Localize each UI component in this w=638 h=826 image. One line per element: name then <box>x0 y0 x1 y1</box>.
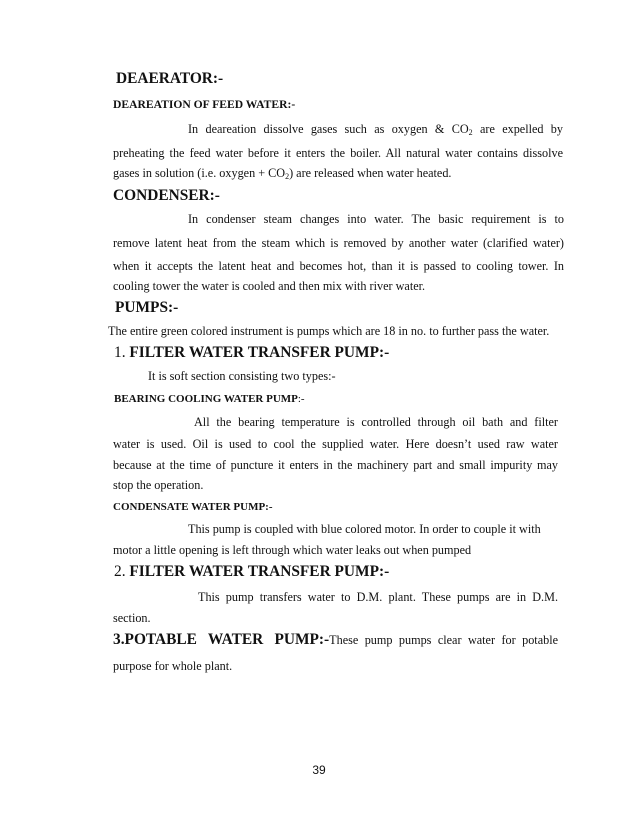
text-run: ) are released when water heated. <box>289 166 452 180</box>
condensate-line-1: This pump is coupled with blue colored motor. In order to couple it with <box>188 522 541 536</box>
bearing-line-1: All the bearing temperature is controlled through oil bath and filter <box>194 415 558 429</box>
bearing-line-2: water is used. Oil is used to cool the supplied water. Here doesn’t used raw water <box>113 437 558 451</box>
filter-pump-1-line-1: It is soft section consisting two types:- <box>148 369 336 383</box>
potable-pump-heading: 3.POTABLE WATER PUMP:- <box>113 631 330 648</box>
heading-number: 1. <box>114 344 126 361</box>
condenser-line-4: cooling tower the water is cooled and then mix with river water. <box>113 279 426 293</box>
condenser-heading: CONDENSER:- <box>113 187 220 204</box>
bearing-line-4: stop the operation. <box>113 478 204 492</box>
text-run: These pump pumps clear water for potable <box>329 633 558 647</box>
heading-suffix: :- <box>297 393 305 405</box>
subscript: 2 <box>285 172 290 181</box>
condenser-line-1: In condenser steam changes into water. The basic requirement is to <box>188 212 564 226</box>
deaerator-line-2: preheating the feed water before it enters the boiler. All natural water contains dissolve <box>113 146 563 160</box>
heading-text: BEARING COOLING WATER PUMP <box>114 393 298 405</box>
filter-pump-2-line-1: This pump transfers water to D.M. plant. These pumps are in D.M. <box>198 590 558 604</box>
pumps-line-1: The entire green colored instrument is pumps which are 18 in no. to further pass the water. <box>108 324 550 338</box>
text-run: In deareation dissolve gases such as oxygen & CO <box>188 122 469 136</box>
pumps-heading: PUMPS:- <box>115 299 179 316</box>
filter-pump-1-heading <box>114 345 389 361</box>
deaerator-line-3 <box>113 165 451 181</box>
potable-pump-line-2: purpose for whole plant. <box>113 659 233 673</box>
heading-text: FILTER WATER TRANSFER PUMP:- <box>129 344 390 361</box>
condenser-line-3: when it accepts the latent heat and becomes hot, than it is passed to cooling tower. In <box>113 259 564 273</box>
bearing-line-3: because at the time of puncture it enters in the machinery part and small impurity may <box>113 458 558 472</box>
deaerator-line-1 <box>188 121 563 137</box>
text-run: gases in solution (i.e. oxygen + CO <box>113 166 286 180</box>
condensate-pump-heading: CONDENSATE WATER PUMP:- <box>113 501 273 513</box>
condenser-line-2: remove latent heat from the steam which is removed by another water (clarified water) <box>113 236 564 250</box>
deaerator-heading: DEAERATOR:- <box>116 70 224 87</box>
subscript: 2 <box>468 128 473 137</box>
potable-pump-line-1 <box>113 632 558 648</box>
heading-text: FILTER WATER TRANSFER PUMP:- <box>129 563 390 580</box>
filter-pump-2-heading <box>114 564 389 580</box>
condensate-line-2: motor a little opening is left through which water leaks out when pumped <box>113 543 472 557</box>
deaeration-subheading: DEAREATION OF FEED WATER:- <box>113 98 296 111</box>
filter-pump-2-line-2: section. <box>113 611 151 625</box>
bearing-cooling-heading <box>114 391 305 407</box>
page-number: 39 <box>312 763 326 777</box>
heading-number: 2. <box>114 563 126 580</box>
text-run: are expelled by <box>472 122 563 136</box>
